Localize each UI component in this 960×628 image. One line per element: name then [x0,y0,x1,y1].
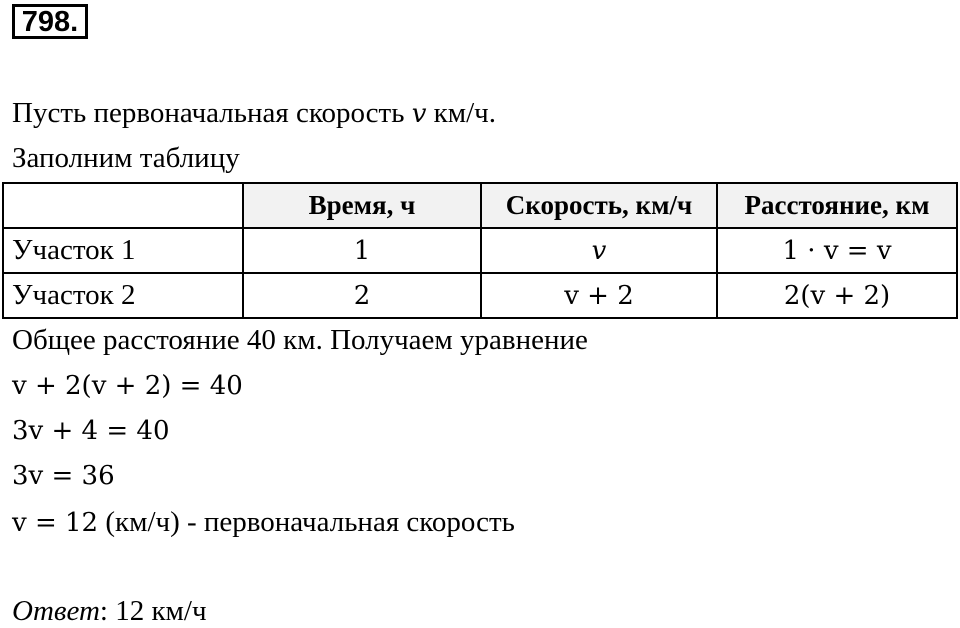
row-time: 1 [243,228,481,273]
intro-text-before: Пусть первоначальная скорость [12,97,412,129]
answer-label: Ответ [12,595,100,627]
row-distance: 1 · v = v [717,228,957,273]
equation-1: v + 2(v + 2) = 40 [12,371,243,401]
data-table [2,182,958,319]
row-distance: 2(v + 2) [717,273,957,318]
equation-4: v = 12 [12,508,99,538]
row-speed: v [481,228,717,273]
statement: Общее расстояние 40 км. Получаем уравнение [12,324,588,356]
table-caption: Заполним таблицу [12,142,240,174]
answer-line [12,594,207,628]
row-label: Участок 1 [3,228,243,273]
table-header-empty [3,183,243,228]
equation-3: 3v = 36 [12,461,115,491]
equation-2: 3v + 4 = 40 [12,416,170,446]
solution-note: (км/ч) - первоначальная скорость [98,506,515,538]
problem-number: 798. [12,4,88,39]
table-row [3,273,957,318]
table-header-row [3,183,957,228]
solution-line [12,505,515,540]
row-speed: v + 2 [481,273,717,318]
table-header-distance: Расстояние, км [717,183,957,228]
intro-variable: v [411,99,427,129]
table-row [3,228,957,273]
answer-value: : 12 км/ч [99,595,207,627]
intro-line [12,96,496,131]
table-header-time: Время, ч [243,183,481,228]
row-label: Участок 2 [3,273,243,318]
intro-text-after: км/ч. [426,97,496,129]
row-time: 2 [243,273,481,318]
table-header-speed: Скорость, км/ч [481,183,717,228]
